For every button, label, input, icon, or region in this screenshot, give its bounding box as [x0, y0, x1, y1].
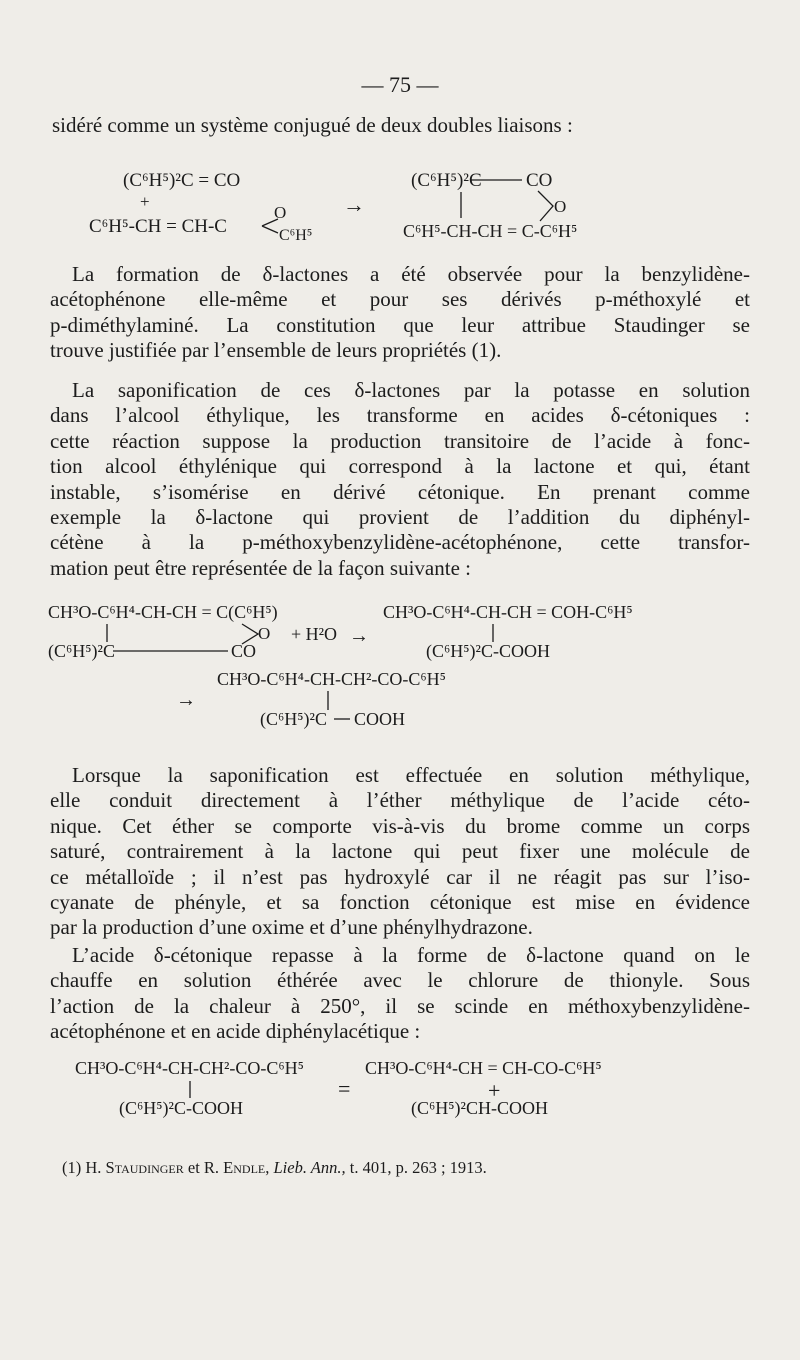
intro-line: sidéré comme un système conjugué de deux doubles liaisons :	[52, 113, 573, 137]
scheme2-a-bottom-b: CO	[231, 641, 257, 661]
page-number: — 75 —	[361, 72, 439, 97]
scheme3-equals: =	[338, 1076, 351, 1101]
scheme1-right-o: O	[554, 197, 567, 216]
scheme1-arrow: →	[343, 192, 365, 217]
scheme1-left-o: O	[274, 203, 287, 222]
paragraph-3: Lorsque la saponification est effectuée en solution méthylique, elle conduit directement à l’éther méthylique de l’acide céto- nique. Cet éther se comporte vis-à-vis du brome comme un corps saturé, contrairement à la lactone qui peut fixer une molécule de ce métalloïde ; il n’est pas hydroxylé car il ne réagit pas sur l’iso- cyanate de phényle, et sa fonction cétonique est mise en évidence par la production d’une oxime et d’une phénylhydrazone.	[50, 763, 750, 940]
scheme2-c-bottom-b: COOH	[354, 709, 406, 729]
scheme2-c-arrow: →	[176, 689, 196, 711]
reaction-scheme-thermal-cleavage	[0, 1048, 800, 1123]
scheme2-a-bottom-a: (C⁶H⁵)²C	[48, 641, 115, 661]
scheme2-a-top: CH³O-C⁶H⁴-CH-CH = C(C⁶H⁵)	[48, 602, 278, 622]
scheme1-right-top-b: CO	[526, 170, 553, 191]
scheme3-right-top: CH³O-C⁶H⁴-CH = CH-CO-C⁶H⁵	[365, 1058, 602, 1078]
scheme2-b-bottom: (C⁶H⁵)²C-COOH	[426, 641, 550, 661]
scheme1-ring-bonds	[538, 191, 553, 221]
scheme3-left-top: CH³O-C⁶H⁴-CH-CH²-CO-C⁶H⁵	[75, 1058, 304, 1078]
scheme3-plus: +	[488, 1078, 501, 1103]
scheme1-right-top-a: (C⁶H⁵)²C	[411, 170, 482, 191]
scheme2-c-top: CH³O-C⁶H⁴-CH-CH²-CO-C⁶H⁵	[217, 669, 446, 689]
scheme2-water: + H²O	[291, 624, 338, 644]
scheme2-a-o: O	[258, 624, 271, 643]
scheme1-left-top: (C⁶H⁵)²C = CO	[123, 170, 241, 191]
scheme3-right-bottom: (C⁶H⁵)²CH-COOH	[411, 1098, 548, 1118]
scheme3-left-bottom: (C⁶H⁵)²C-COOH	[119, 1098, 243, 1118]
paragraph-4: L’acide δ-cétonique repasse à la forme de δ-lactone quand on le chauffe en solution éthérée avec le chlorure de thionyle. Sous l’action de la chaleur à 250°, il se scinde en méthoxybenzylidène- acétophénone et en acide diphénylacétique :	[50, 943, 750, 1044]
scheme2-c-bottom-a: (C⁶H⁵)²C	[260, 709, 327, 729]
footnote: (1) H. Staudinger et R. Endle, Lieb. Ann., t. 401, p. 263 ; 1913.	[62, 1158, 487, 1177]
reaction-scheme-saponification	[0, 594, 800, 754]
scheme2-arrow: →	[349, 625, 369, 647]
reaction-scheme-lactone-formation	[0, 160, 800, 250]
paragraph-1: La formation de δ-lactones a été observée pour la benzylidène- acétophénone elle-même et pour ses dérivés p-méthoxylé et p-diméthylaminé. La constitution que leur attribue Staudinger se trouve justifiée par l’ensemble de leurs propriétés (1).	[50, 262, 750, 363]
paragraph-2: La saponification de ces δ-lactones par la potasse en solution dans l’alcool éthylique, les transforme en acides δ-cétoniques : cette réaction suppose la production transitoire de l’acide à fonc- tion alcool éthylénique qui correspond à la lactone et qui, étant instable, s’isomérise en dérivé cétonique. En prenant comme exemple la δ-lactone qui provient de l’addition du diphényl- cétène à la p-méthoxybenzylidène-acétophénone, cette transfor- mation peut être représentée de la façon suivante :	[50, 378, 750, 580]
scheme1-right-bottom: C⁶H⁵-CH-CH = C-C⁶H⁵	[403, 221, 578, 241]
scheme1-left-bottom: C⁶H⁵-CH = CH-C	[89, 216, 227, 237]
scheme1-plus: +	[140, 192, 150, 211]
scheme1-left-ph: C⁶H⁵	[279, 227, 313, 244]
scheme2-b-top: CH³O-C⁶H⁴-CH-CH = COH-C⁶H⁵	[383, 602, 633, 622]
